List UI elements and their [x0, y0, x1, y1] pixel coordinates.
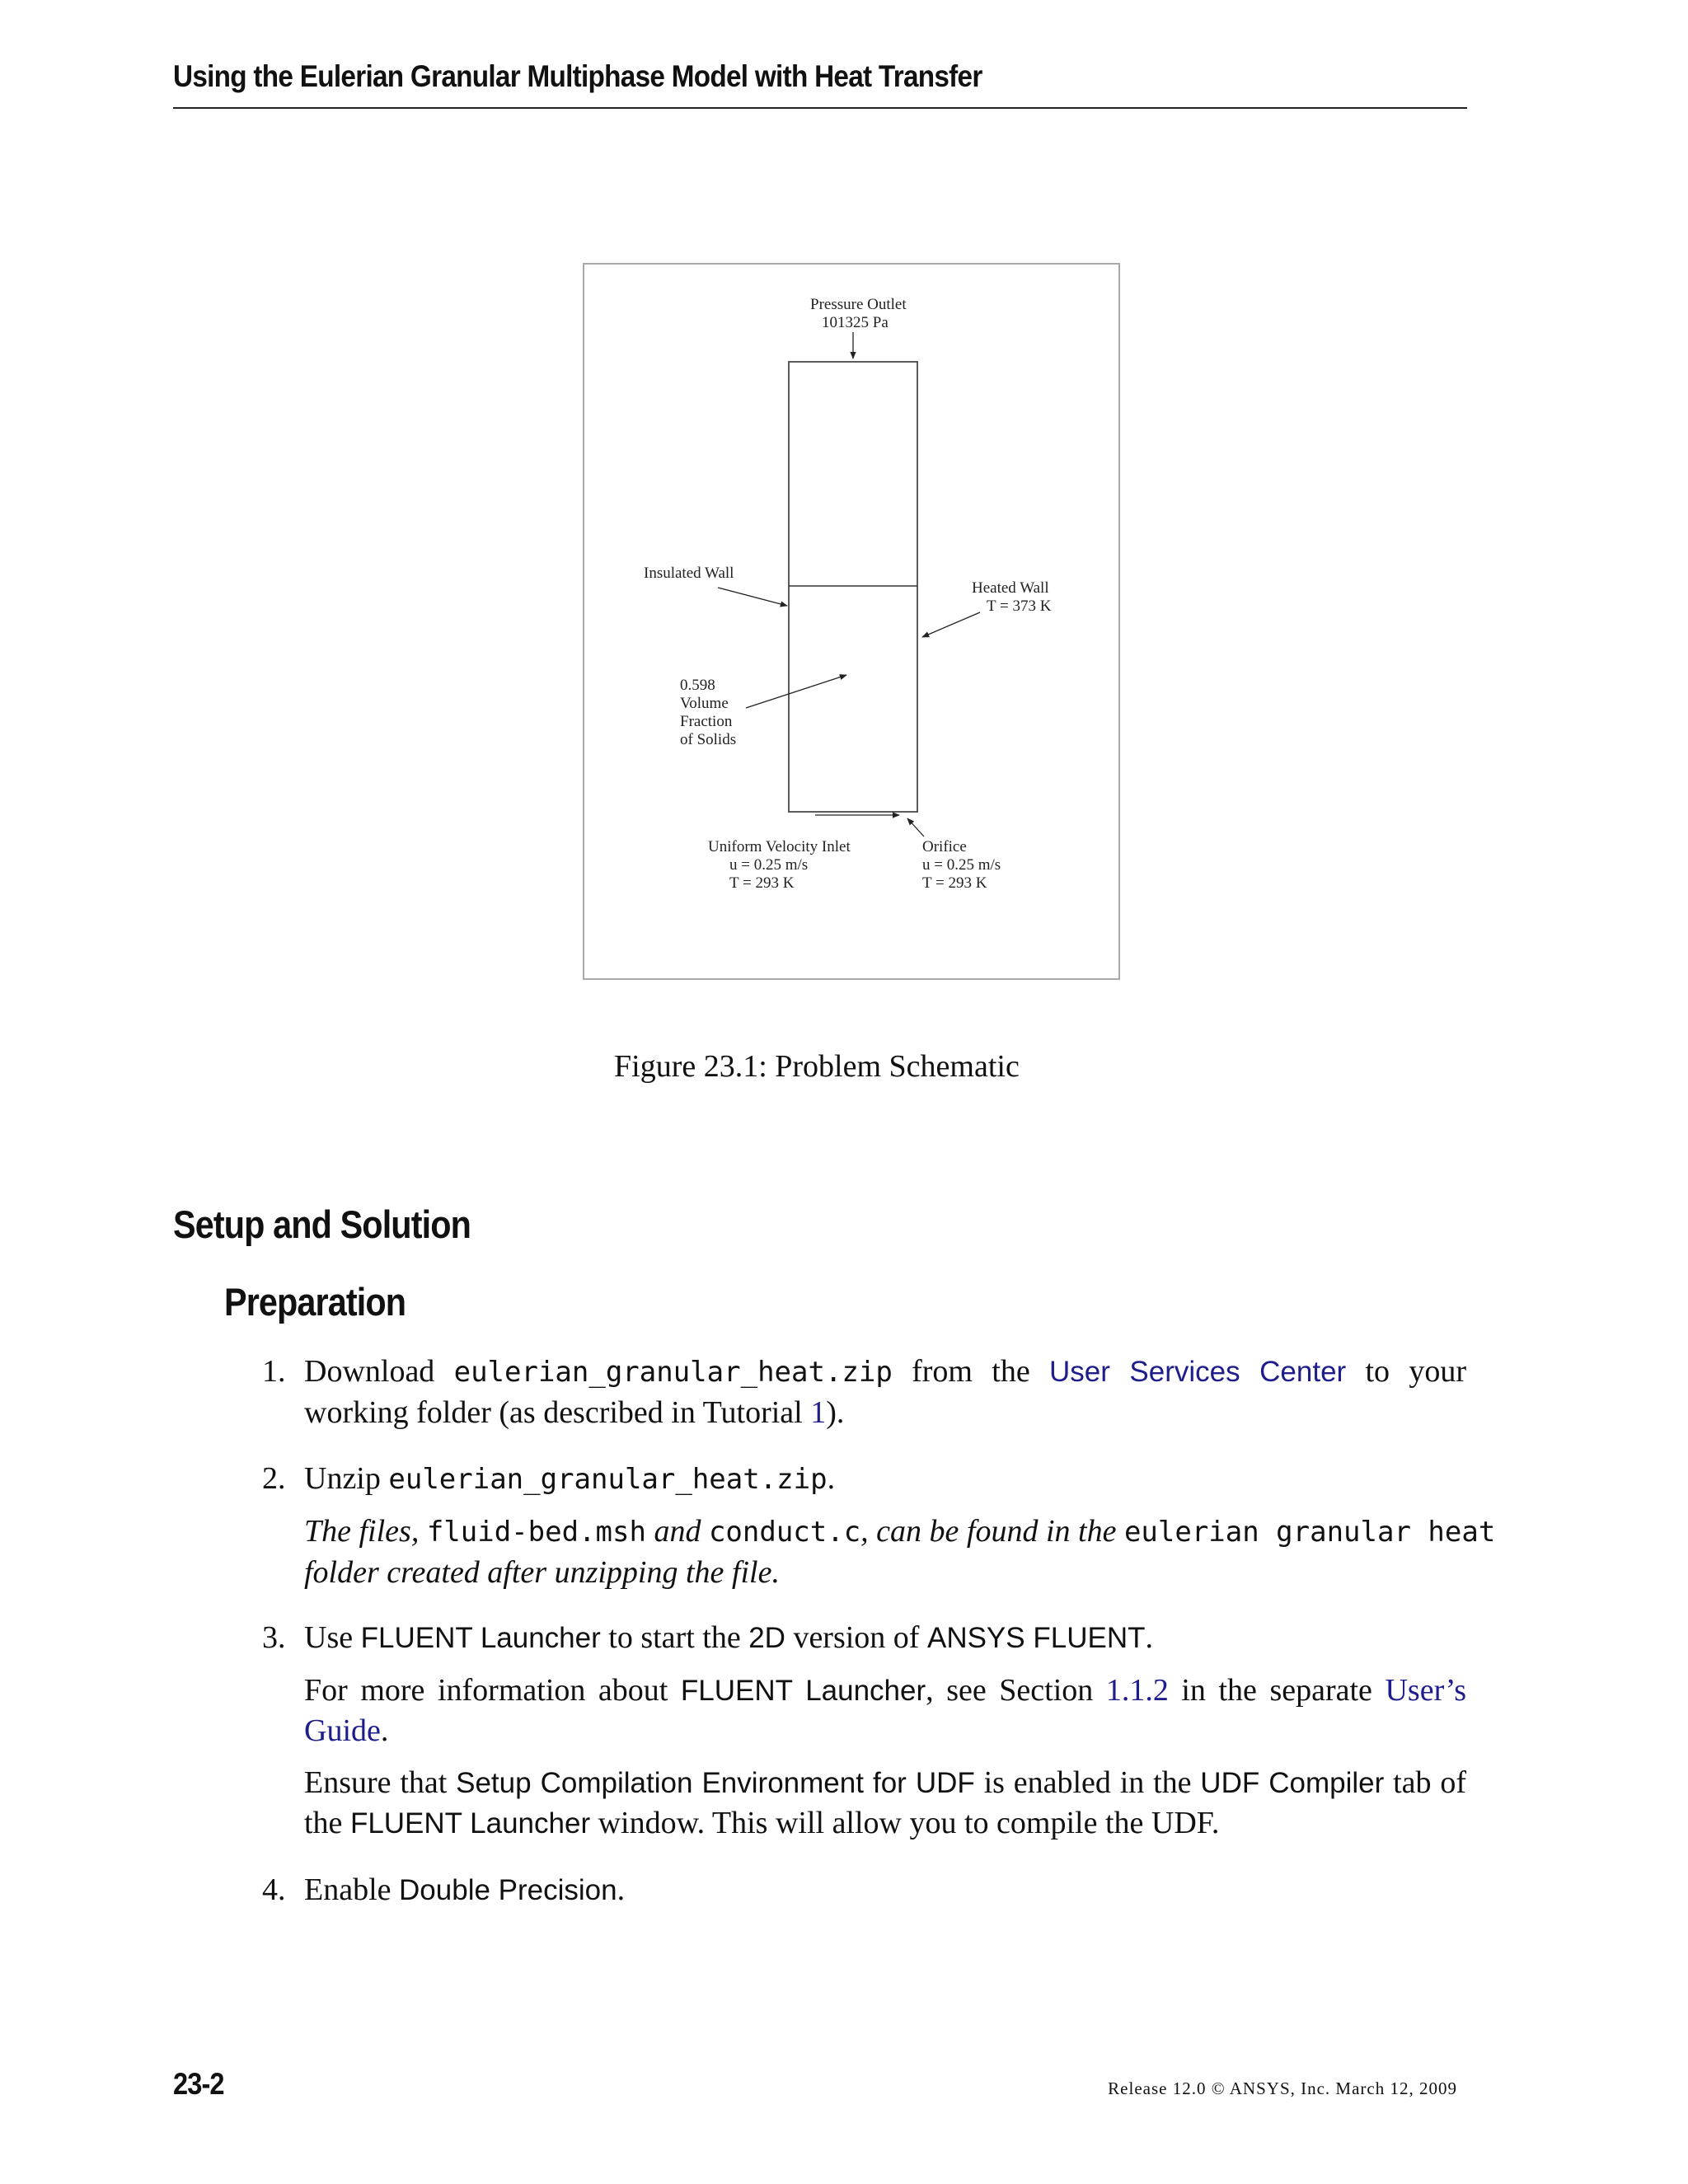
- orifice-label: Orifice: [922, 838, 967, 855]
- volume-fraction-line3: of Solids: [680, 731, 737, 748]
- heated-wall-arrow: [922, 612, 980, 637]
- orifice-velocity: u = 0.25 m/s: [922, 856, 1001, 874]
- outlet-label: Pressure Outlet: [810, 296, 907, 313]
- inlet-velocity: u = 0.25 m/s: [729, 856, 809, 874]
- schematic-diagram: [584, 265, 1122, 982]
- user-services-center-link[interactable]: User Services Center: [1049, 1356, 1347, 1388]
- volume-fraction-line2: Fraction: [680, 713, 733, 730]
- volume-fraction-line1: Volume: [680, 695, 729, 712]
- tutorial-1-link[interactable]: 1: [810, 1395, 827, 1430]
- footer-release-line: Release 12.0 © ANSYS, Inc. March 12, 2009: [1108, 2079, 1457, 2098]
- volume-fraction-value: 0.598: [680, 677, 715, 694]
- heated-wall-label: Heated Wall: [972, 579, 1049, 597]
- header-rule: [173, 107, 1467, 109]
- step-4-number: 4.: [262, 1872, 286, 1907]
- zip-filename: eulerian_granular_heat.zip: [388, 1463, 828, 1496]
- orifice-temperature: T = 293 K: [922, 874, 987, 892]
- heated-wall-temp: T = 373 K: [987, 598, 1052, 615]
- inlet-label: Uniform Velocity Inlet: [708, 838, 851, 855]
- inlet-temperature: T = 293 K: [729, 874, 795, 892]
- step-2-text: Unzip eulerian_granular_heat.zip.: [304, 1461, 836, 1496]
- mesh-filename: fluid-bed.msh: [426, 1516, 646, 1549]
- step-1-text: Download eulerian_granular_heat.zip from the User Services Center to your working folder (as described in Tutorial 1).: [304, 1354, 1467, 1430]
- folder-name: eulerian granular heat: [1123, 1516, 1496, 1549]
- udf-filename: conduct.c: [708, 1516, 861, 1549]
- step-3-more-info: For more information about FLUENT Launcher, see Section 1.1.2 in the separate User’s Guide.: [304, 1673, 1466, 1748]
- step-4-text: Enable Double Precision.: [304, 1872, 626, 1907]
- step-1-number: 1.: [262, 1354, 286, 1389]
- page-number: 23-2: [173, 2067, 224, 2101]
- insulated-wall-label: Insulated Wall: [644, 565, 734, 582]
- problem-schematic-figure: [583, 263, 1120, 980]
- outlet-value: 101325 Pa: [822, 314, 889, 331]
- section-1-1-2-link[interactable]: 1.1.2: [1105, 1673, 1169, 1708]
- step-2-number: 2.: [262, 1461, 286, 1496]
- bed-column: [789, 362, 917, 812]
- step-3-ensure-udf: Ensure that Setup Compilation Environment for UDF is enabled in the UDF Compiler tab of the FLUENT Launcher window. This will allow you to compile the UDF.: [304, 1765, 1466, 1840]
- step-3-number: 3.: [262, 1620, 286, 1655]
- orifice-arrow: [907, 818, 924, 837]
- insulated-wall-arrow: [718, 588, 787, 606]
- running-header-title: Using the Eulerian Granular Multiphase Model with Heat Transfer: [173, 59, 982, 93]
- subsection-title: Preparation: [224, 1280, 406, 1324]
- figure-caption: Figure 23.1: Problem Schematic: [614, 1049, 1020, 1084]
- step-2-note: The files, fluid-bed.msh and conduct.c, can be found in the eulerian granular heat folder created after unzipping the file.: [304, 1514, 1496, 1590]
- section-title: Setup and Solution: [173, 1202, 471, 1246]
- volume-fraction-arrow: [746, 675, 846, 708]
- users-guide-link[interactable]: User’s Guide: [304, 1673, 1466, 1748]
- zip-filename: eulerian_granular_heat.zip: [453, 1356, 893, 1389]
- step-3-text: Use FLUENT Launcher to start the 2D version of ANSYS FLUENT.: [304, 1620, 1153, 1655]
